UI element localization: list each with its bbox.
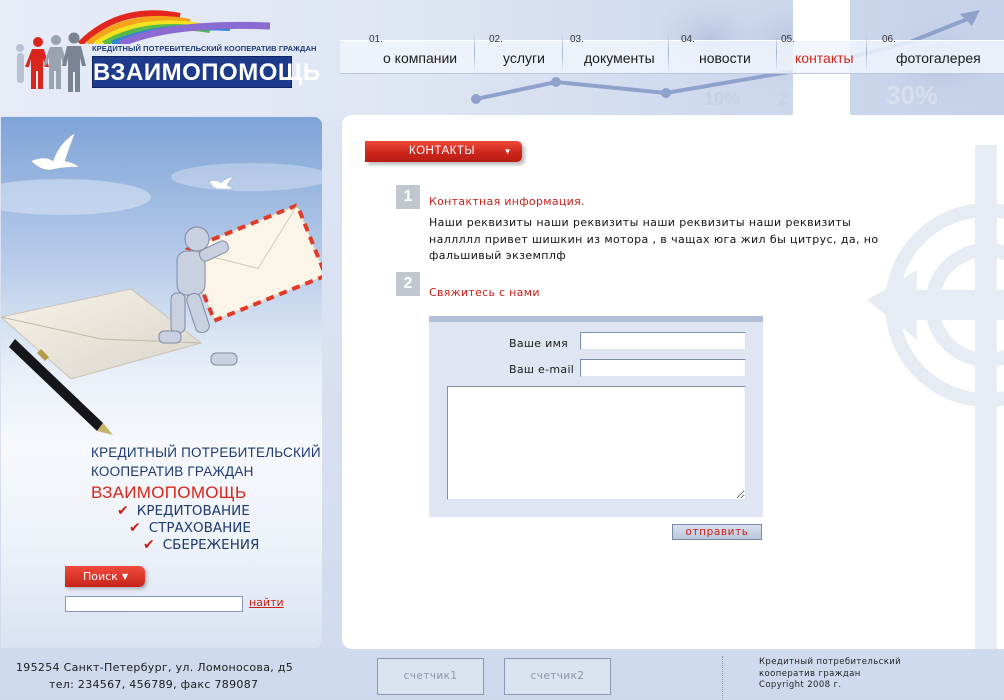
- checkmark-icon: ✔: [143, 537, 155, 553]
- service-label: СТРАХОВАНИЕ: [148, 520, 251, 536]
- footer-divider: [722, 656, 723, 700]
- logo[interactable]: [92, 56, 321, 88]
- percent-deco-2: 2: [778, 89, 789, 109]
- checkmark-icon: ✔: [129, 520, 141, 536]
- chevron-down-icon: ▼: [503, 147, 512, 156]
- copyright-line: кооператив граждан: [759, 668, 861, 679]
- search-input[interactable]: [65, 596, 243, 612]
- main-content: [342, 115, 1004, 649]
- chevron-down-icon: ▼: [121, 572, 128, 581]
- nav-separator: [776, 32, 777, 72]
- service-label: СБЕРЕЖЕНИЯ: [162, 537, 260, 553]
- contact-info-heading: Контактная информация.: [429, 195, 585, 208]
- rainbow-icon: [60, 4, 280, 44]
- counter-1[interactable]: счетчик1: [377, 658, 484, 695]
- checkmark-icon: ✔: [117, 503, 129, 519]
- promo-line-1: КРЕДИТНЫЙ ПОТРЕБИТЕЛЬСКИЙ: [91, 445, 321, 460]
- nav-separator: [562, 32, 563, 72]
- percent-deco-1: 10%: [704, 89, 741, 109]
- section-title: КОНТАКТЫ: [409, 145, 476, 157]
- service-item: [143, 537, 259, 553]
- logo-text: ВЗАИМОПОМОЩЬ: [93, 59, 321, 86]
- copyright-line: Кредитный потребительский: [759, 657, 902, 667]
- logo-tagline: КРЕДИТНЫЙ ПОТРЕБИТЕЛЬСКИЙ КООПЕРАТИВ ГРАЖДАН: [92, 44, 317, 53]
- footer-address: [16, 659, 293, 693]
- search-submit-link[interactable]: найти: [249, 596, 284, 609]
- search-label: Поиск: [83, 570, 118, 583]
- nav-number: 03.: [570, 34, 584, 45]
- name-label: Ваше имя: [509, 337, 569, 350]
- counter-2[interactable]: счетчик2: [504, 658, 611, 695]
- nav-number: 01.: [369, 34, 383, 45]
- nav-separator: [668, 32, 669, 72]
- step-number: 1: [396, 185, 420, 209]
- nav-separator: [866, 32, 867, 72]
- message-textarea[interactable]: [447, 386, 746, 500]
- contact-form: [429, 316, 763, 517]
- copyright-line: Copyright 2008 г.: [759, 680, 842, 690]
- service-item: [129, 520, 251, 536]
- promo-block: [91, 443, 321, 505]
- nav-separator: [474, 32, 475, 72]
- phone-line: тел: 234567, 456789, факс 789087: [49, 678, 259, 691]
- promo-brand: ВЗАИМОПОМОЩЬ: [91, 483, 247, 502]
- nav-label: контакты: [795, 50, 854, 66]
- nav-label: о компании: [383, 50, 458, 66]
- step-number: 2: [396, 272, 420, 296]
- nav-label: документы: [584, 50, 655, 66]
- nav-number: 02.: [489, 34, 503, 45]
- contact-form-heading: Свяжитесь с нами: [429, 286, 540, 299]
- promo-line-2: КООПЕРАТИВ ГРАЖДАН: [91, 464, 254, 479]
- email-label: Ваш e-mail: [509, 363, 575, 376]
- percent-deco-3: 30%: [886, 80, 939, 110]
- contact-info-text: Наши реквизиты наши реквизиты наши реквизиты наши реквизиты наллллл привет шишкин из мотора , в чащах юга жил бы цитрус, да, но фальшивый экземплф: [429, 216, 879, 262]
- section-title-tab: [365, 141, 522, 162]
- nav-label: фотогалерея: [896, 50, 981, 66]
- nav-number: 06.: [882, 34, 896, 45]
- copyright: [759, 657, 901, 692]
- submit-button[interactable]: отправить: [672, 524, 762, 540]
- nav-label: услуги: [503, 50, 545, 66]
- nav-number: 04.: [681, 34, 695, 45]
- service-label: КРЕДИТОВАНИЕ: [136, 503, 250, 519]
- service-item: [117, 503, 250, 519]
- email-field[interactable]: [580, 359, 746, 377]
- search-toggle-button[interactable]: [65, 566, 145, 587]
- nav-number: 05.: [781, 34, 795, 45]
- compass-arrow-decoration: [857, 115, 1004, 649]
- sidebar: [1, 117, 322, 648]
- nav-label: новости: [699, 50, 751, 66]
- address-line: 195254 Санкт-Петербург, ул. Ломоносова, д5: [16, 661, 294, 674]
- name-field[interactable]: [580, 332, 746, 350]
- airmail-envelope-icon: [186, 205, 322, 320]
- dove-icon: [31, 133, 79, 170]
- site-header: [0, 0, 1004, 116]
- people-logo-icon: [8, 30, 90, 98]
